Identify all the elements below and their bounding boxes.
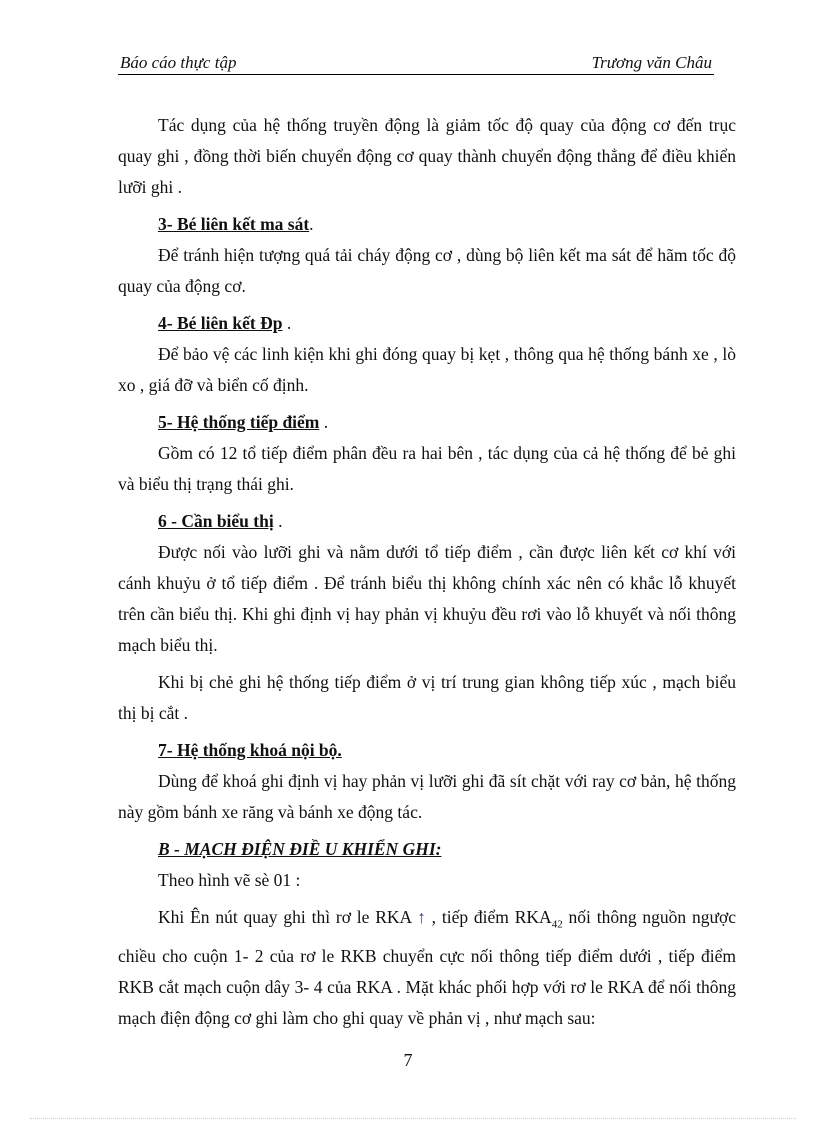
paragraph-friction-link: Để tránh hiện tượng quá tải cháy động cơ , dùng bộ liên kết ma sát để hãm tốc độ quay của động cơ.: [118, 245, 736, 296]
up-arrow-icon: ↑: [417, 907, 426, 927]
paragraph-circuit-operation: Khi Ên nút quay ghi thì rơ le RKA ↑ , tiếp điểm $RKA_{42}$ nối thông nguồn ngược chiều cho cuộn 1- 2 của rơ le RKB chuyển cực nối thông tiếp điểm dưới , tiếp điểm RKB cắt mạch cuộn dây 3- 4 của RKA . Mặt khác phối hợp với rơ le RKA để nối thông mạch điện động cơ ghi làm cho ghi quay về phản vị , như mạch sau:: [118, 907, 736, 1028]
page-number: 7: [403, 1050, 413, 1070]
heading-friction-link: 3- Bé liên kết ma sát.: [158, 214, 314, 234]
page-body: [118, 110, 736, 1034]
paragraph-transmission: Tác dụng của hệ thống truyền động là giảm tốc độ quay của động cơ đến trục quay ghi , đồng thời biến chuyển động cơ quay thành chuyển động thẳng để điều khiển lưỡi ghi .: [118, 115, 736, 197]
page-header: [118, 52, 714, 75]
paragraph-figure-ref: Theo hình vẽ sè 01 :: [158, 870, 301, 890]
header-report-title: Báo cáo thực tập: [120, 53, 237, 72]
heading-dp-link: 4- Bé liên kết Đp .: [158, 313, 292, 333]
paragraph-split-switch: Khi bị chẻ ghi hệ thống tiếp điểm ở vị trí trung gian không tiếp xúc , mạch biểu thị bị cắt .: [118, 672, 736, 723]
heading-switch-control-circuit: B - MẠCH ĐIỆN ĐIỀ U KHIỂN GHI:: [158, 839, 442, 859]
header-author: Trương văn Châu: [591, 53, 712, 72]
heading-indicator-rod: 6 - Cần biểu thị .: [158, 511, 283, 531]
heading-contact-system: 5- Hệ thống tiếp điểm .: [158, 412, 329, 432]
paragraph-internal-lock: Dùng để khoá ghi định vị hay phản vị lưỡi ghi đã sít chặt với ray cơ bản, hệ thống này gồm bánh xe răng và bánh xe động tác.: [118, 771, 736, 822]
footer-divider: [30, 1118, 796, 1119]
paragraph-indicator-rod: Được nối vào lưỡi ghi và nằm dưới tổ tiếp điểm , cần được liên kết cơ khí với cánh khuỷu ở tổ tiếp điểm . Để tránh biểu thị không chính xác nên có khắc lỗ khuyết trên cần biểu thị. Khi ghi định vị hay phản vị khuỷu đều rơi vào lỗ khuyết và nối thông mạch biểu thị.: [118, 542, 736, 655]
paragraph-dp-link: Để bảo vệ các linh kiện khi ghi đóng quay bị kẹt , thông qua hệ thống bánh xe , lò xo , giá đỡ và biển cố định.: [118, 344, 736, 395]
paragraph-contact-system: Gồm có 12 tổ tiếp điểm phân đều ra hai bên , tác dụng của cả hệ thống để bẻ ghi và biểu thị trạng thái ghi.: [118, 443, 736, 494]
heading-internal-lock: 7- Hệ thống khoá nội bộ.: [158, 740, 342, 760]
